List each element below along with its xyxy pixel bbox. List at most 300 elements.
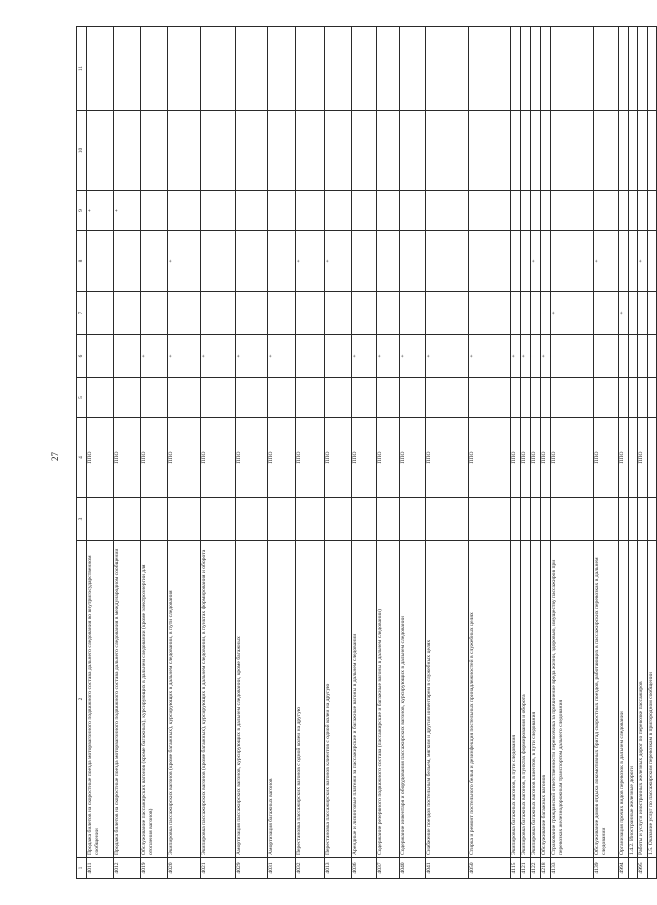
col9-cell bbox=[236, 191, 268, 231]
name-cell: Организация прочих видов перевозок в дальнем следовании bbox=[619, 541, 629, 858]
col3-cell bbox=[296, 498, 325, 541]
col3-cell bbox=[551, 498, 594, 541]
col5-cell bbox=[638, 378, 648, 418]
col3-cell bbox=[400, 498, 426, 541]
table-row bbox=[268, 27, 296, 879]
col9-cell bbox=[168, 191, 201, 231]
col6-cell: + bbox=[511, 335, 521, 378]
table-row bbox=[201, 27, 236, 879]
col9-cell bbox=[551, 191, 594, 231]
name-cell: Работы и услуги иностранных железных дорог по перевозке пассажиров bbox=[638, 541, 648, 858]
table-row bbox=[469, 27, 511, 879]
column-number: 4 bbox=[77, 418, 87, 498]
col10-cell bbox=[469, 111, 511, 191]
table-row bbox=[296, 27, 325, 879]
col6-cell bbox=[648, 335, 657, 378]
col10-cell bbox=[201, 111, 236, 191]
col6-cell: + bbox=[236, 335, 268, 378]
name-cell: Содержание резервного подвижного состава (пассажирские и багажные вагоны в дальнем следовании) bbox=[377, 541, 400, 858]
code-cell: 4037 bbox=[377, 858, 400, 879]
col11-cell bbox=[619, 27, 629, 111]
col11-cell bbox=[325, 27, 352, 111]
col11-cell bbox=[87, 27, 114, 111]
unit-cell bbox=[648, 418, 657, 498]
col11-cell bbox=[648, 27, 657, 111]
unit-cell: ППО bbox=[296, 418, 325, 498]
col10-cell bbox=[377, 111, 400, 191]
col7-cell bbox=[638, 292, 648, 335]
col3-cell bbox=[469, 498, 511, 541]
col5-cell bbox=[531, 378, 541, 418]
code-cell: 4218 bbox=[541, 858, 551, 879]
code-cell: 4013 bbox=[325, 858, 352, 879]
col5-cell bbox=[114, 378, 141, 418]
unit-cell: ППО bbox=[400, 418, 426, 498]
col6-cell: + bbox=[377, 335, 400, 378]
col3-cell bbox=[594, 498, 619, 541]
name-cell: Амортизация багажных вагонов bbox=[268, 541, 296, 858]
col7-cell bbox=[296, 292, 325, 335]
code-cell bbox=[629, 858, 638, 879]
table-row bbox=[377, 27, 400, 879]
cost-register-table bbox=[76, 26, 657, 879]
unit-cell: ППО bbox=[268, 418, 296, 498]
name-cell: Амортизация пассажирских вагонов, курсирующих в дальнем следовании, кроме багажных bbox=[236, 541, 268, 858]
col3-cell bbox=[619, 498, 629, 541]
code-cell: 4032 bbox=[296, 858, 325, 879]
code-cell: 4994 bbox=[619, 858, 629, 879]
col8-cell bbox=[426, 231, 469, 292]
col11-cell bbox=[629, 27, 638, 111]
col6-cell bbox=[87, 335, 114, 378]
col7-cell: + bbox=[619, 292, 629, 335]
col7-cell bbox=[325, 292, 352, 335]
col5-cell bbox=[236, 378, 268, 418]
col9-cell bbox=[201, 191, 236, 231]
column-number: 6 bbox=[77, 335, 87, 378]
col10-cell bbox=[551, 111, 594, 191]
name-cell: Арендные и лизинговые платежи за пассажирские и багажные вагоны в дальнем следовании bbox=[352, 541, 377, 858]
table-row bbox=[638, 27, 648, 879]
col5-cell bbox=[400, 378, 426, 418]
col3-cell bbox=[629, 498, 638, 541]
unit-cell: ППО bbox=[114, 418, 141, 498]
col11-cell bbox=[551, 27, 594, 111]
col11-cell bbox=[400, 27, 426, 111]
col9-cell bbox=[325, 191, 352, 231]
unit-cell: ППО bbox=[551, 418, 594, 498]
name-cell: Экипировка багажных вагонов, в пути следования bbox=[511, 541, 521, 858]
unit-cell: ППО bbox=[511, 418, 521, 498]
name-cell: Стирка и ремонт постельного белья и дезинфекция постельных принадлежностей в служебных целях bbox=[469, 541, 511, 858]
unit-cell: ППО bbox=[531, 418, 541, 498]
name-cell: Продажа билетов на скоростные поезда моторвагонного подвижного состава дальнего следования во внутригосударственном сообщении bbox=[87, 541, 114, 858]
table-row bbox=[594, 27, 619, 879]
table-row bbox=[629, 27, 638, 879]
col11-cell bbox=[236, 27, 268, 111]
table-row bbox=[648, 27, 657, 879]
col9-cell bbox=[531, 191, 541, 231]
col11-cell bbox=[114, 27, 141, 111]
col9-cell bbox=[268, 191, 296, 231]
col8-cell: + bbox=[594, 231, 619, 292]
col9-cell bbox=[426, 191, 469, 231]
col5-cell bbox=[296, 378, 325, 418]
col6-cell: + bbox=[268, 335, 296, 378]
col5-cell bbox=[629, 378, 638, 418]
col10-cell bbox=[511, 111, 521, 191]
column-number: 1 bbox=[77, 858, 87, 879]
code-cell: 4011 bbox=[87, 858, 114, 879]
col8-cell bbox=[201, 231, 236, 292]
col5-cell bbox=[268, 378, 296, 418]
unit-cell: ППО bbox=[619, 418, 629, 498]
name-cell: Перестановка пассажирских вагонов клиентов с одной колеи на другую bbox=[325, 541, 352, 858]
col10-cell bbox=[352, 111, 377, 191]
table-row bbox=[352, 27, 377, 879]
col11-cell bbox=[521, 27, 531, 111]
col10-cell bbox=[594, 111, 619, 191]
col7-cell bbox=[629, 292, 638, 335]
col11-cell bbox=[296, 27, 325, 111]
col5-cell bbox=[168, 378, 201, 418]
name-cell: Экипировка багажных вагонов клиентов, в пути следования bbox=[531, 541, 541, 858]
col8-cell bbox=[236, 231, 268, 292]
table-row bbox=[87, 27, 114, 879]
name-cell: Продажа билетов на скоростные поезда моторвагонного подвижного состава дальнего следования в международном сообщении bbox=[114, 541, 141, 858]
unit-cell: ППО bbox=[426, 418, 469, 498]
code-cell: 4133 bbox=[551, 858, 594, 879]
col10-cell bbox=[168, 111, 201, 191]
col6-cell: + bbox=[426, 335, 469, 378]
column-number: 9 bbox=[77, 191, 87, 231]
col8-cell bbox=[629, 231, 638, 292]
table-row bbox=[521, 27, 531, 879]
unit-cell: ППО bbox=[87, 418, 114, 498]
col7-cell bbox=[236, 292, 268, 335]
code-cell: 4121 bbox=[521, 858, 531, 879]
col9-cell bbox=[511, 191, 521, 231]
unit-cell: ППО bbox=[469, 418, 511, 498]
col9-cell bbox=[352, 191, 377, 231]
table-frame bbox=[76, 27, 654, 879]
col5-cell bbox=[541, 378, 551, 418]
code-cell: 4115 bbox=[511, 858, 521, 879]
name-cell: Страхование гражданской ответственности перевозчика за причинение вреда жизни, здоровью, имуществу пассажиров при перевозках железнодорожным транспортом дальнего следования bbox=[551, 541, 594, 858]
col9-cell bbox=[400, 191, 426, 231]
column-number: 3 bbox=[77, 498, 87, 541]
col8-cell bbox=[551, 231, 594, 292]
col5-cell bbox=[594, 378, 619, 418]
col7-cell bbox=[469, 292, 511, 335]
col11-cell bbox=[531, 27, 541, 111]
unit-cell: ППО bbox=[325, 418, 352, 498]
col11-cell bbox=[511, 27, 521, 111]
col3-cell bbox=[648, 498, 657, 541]
col3-cell bbox=[352, 498, 377, 541]
col7-cell bbox=[426, 292, 469, 335]
col11-cell bbox=[426, 27, 469, 111]
col9-cell bbox=[619, 191, 629, 231]
unit-cell: ППО bbox=[377, 418, 400, 498]
code-cell: 4041 bbox=[426, 858, 469, 879]
unit-cell: ППО bbox=[236, 418, 268, 498]
table-row bbox=[619, 27, 629, 879]
col11-cell bbox=[541, 27, 551, 111]
col10-cell bbox=[541, 111, 551, 191]
col3-cell bbox=[377, 498, 400, 541]
col3-cell bbox=[521, 498, 531, 541]
col9-cell bbox=[469, 191, 511, 231]
col11-cell bbox=[352, 27, 377, 111]
col11-cell bbox=[141, 27, 168, 111]
name-cell: 1.5. Оказание услуг по пассажирским перевозкам в пригородном сообщении bbox=[648, 541, 657, 858]
table-row bbox=[141, 27, 168, 879]
col10-cell bbox=[325, 111, 352, 191]
rotated-table-wrapper bbox=[76, 27, 654, 879]
col6-cell: + bbox=[352, 335, 377, 378]
table-row bbox=[325, 27, 352, 879]
col8-cell bbox=[541, 231, 551, 292]
code-cell: 4995 bbox=[638, 858, 648, 879]
col11-cell bbox=[469, 27, 511, 111]
col10-cell bbox=[648, 111, 657, 191]
col8-cell bbox=[648, 231, 657, 292]
code-cell: 4036 bbox=[352, 858, 377, 879]
name-cell: Обслуживание багажных вагонов bbox=[541, 541, 551, 858]
col6-cell bbox=[594, 335, 619, 378]
unit-cell: ППО bbox=[352, 418, 377, 498]
col3-cell bbox=[426, 498, 469, 541]
col7-cell bbox=[511, 292, 521, 335]
col3-cell bbox=[541, 498, 551, 541]
col7-cell bbox=[521, 292, 531, 335]
table-row bbox=[168, 27, 201, 879]
col11-cell bbox=[201, 27, 236, 111]
table-row bbox=[551, 27, 594, 879]
col7-cell: + bbox=[551, 292, 594, 335]
col6-cell: + bbox=[541, 335, 551, 378]
col3-cell bbox=[325, 498, 352, 541]
col11-cell bbox=[638, 27, 648, 111]
col6-cell bbox=[619, 335, 629, 378]
col5-cell bbox=[648, 378, 657, 418]
col8-cell bbox=[268, 231, 296, 292]
code-cell: 4040 bbox=[400, 858, 426, 879]
column-number: 10 bbox=[77, 111, 87, 191]
unit-cell: ППО bbox=[521, 418, 531, 498]
col6-cell: + bbox=[141, 335, 168, 378]
name-cell: Экипировка пассажирских вагонов (кроме багажных), курсирующих в дальнем следовании, в пути следования bbox=[168, 541, 201, 858]
col9-cell: + bbox=[114, 191, 141, 231]
col8-cell bbox=[521, 231, 531, 292]
col7-cell bbox=[168, 292, 201, 335]
col11-cell bbox=[594, 27, 619, 111]
unit-cell: ППО bbox=[168, 418, 201, 498]
code-cell: 4021 bbox=[201, 858, 236, 879]
col8-cell bbox=[114, 231, 141, 292]
col10-cell bbox=[268, 111, 296, 191]
col9-cell bbox=[648, 191, 657, 231]
col10-cell bbox=[426, 111, 469, 191]
col3-cell bbox=[268, 498, 296, 541]
unit-cell: ППО bbox=[594, 418, 619, 498]
col7-cell bbox=[141, 292, 168, 335]
col5-cell bbox=[377, 378, 400, 418]
col6-cell bbox=[531, 335, 541, 378]
col5-cell bbox=[619, 378, 629, 418]
col9-cell bbox=[638, 191, 648, 231]
col8-cell bbox=[377, 231, 400, 292]
col9-cell bbox=[629, 191, 638, 231]
col5-cell bbox=[551, 378, 594, 418]
unit-cell: ППО bbox=[141, 418, 168, 498]
col5-cell bbox=[325, 378, 352, 418]
col6-cell: + bbox=[521, 335, 531, 378]
col7-cell bbox=[352, 292, 377, 335]
col7-cell bbox=[541, 292, 551, 335]
col8-cell bbox=[400, 231, 426, 292]
col11-cell bbox=[168, 27, 201, 111]
name-cell: 1.4.2. Иностранные железные дороги bbox=[629, 541, 638, 858]
col6-cell bbox=[551, 335, 594, 378]
col5-cell bbox=[201, 378, 236, 418]
col8-cell bbox=[87, 231, 114, 292]
col6-cell bbox=[114, 335, 141, 378]
col6-cell bbox=[629, 335, 638, 378]
code-cell: 4122 bbox=[531, 858, 541, 879]
col10-cell bbox=[521, 111, 531, 191]
name-cell: Экипировка багажных вагонов, в пунктах формирования и оборота bbox=[521, 541, 531, 858]
col8-cell bbox=[619, 231, 629, 292]
col10-cell bbox=[629, 111, 638, 191]
col8-cell: + bbox=[296, 231, 325, 292]
code-cell: 4139 bbox=[594, 858, 619, 879]
table-row bbox=[511, 27, 521, 879]
col9-cell bbox=[296, 191, 325, 231]
table-row bbox=[426, 27, 469, 879]
col3-cell bbox=[114, 498, 141, 541]
col11-cell bbox=[377, 27, 400, 111]
col10-cell bbox=[400, 111, 426, 191]
name-cell: Перестановка пассажирских вагонов с одной колеи на другую bbox=[296, 541, 325, 858]
col3-cell bbox=[168, 498, 201, 541]
col5-cell bbox=[352, 378, 377, 418]
col10-cell bbox=[296, 111, 325, 191]
col8-cell: + bbox=[168, 231, 201, 292]
column-number: 11 bbox=[77, 27, 87, 111]
col5-cell bbox=[141, 378, 168, 418]
code-cell: 4029 bbox=[236, 858, 268, 879]
col10-cell bbox=[114, 111, 141, 191]
col10-cell bbox=[87, 111, 114, 191]
col9-cell bbox=[377, 191, 400, 231]
col6-cell: + bbox=[400, 335, 426, 378]
name-cell: Экипировка пассажирских вагонов (кроме багажных), курсирующих в дальнем следовании, в пунктах формирования и оборота bbox=[201, 541, 236, 858]
col7-cell bbox=[87, 292, 114, 335]
col7-cell bbox=[648, 292, 657, 335]
name-cell: Содержание инвентаря и оборудования пассажирских вагонов, курсирующих в дальнем следовании bbox=[400, 541, 426, 858]
col8-cell bbox=[352, 231, 377, 292]
code-cell bbox=[648, 858, 657, 879]
col9-cell bbox=[141, 191, 168, 231]
name-cell: Снабжение поездов постельным бельем, мягким и другим инвентарем в служебных целях bbox=[426, 541, 469, 858]
col7-cell bbox=[114, 292, 141, 335]
col7-cell bbox=[377, 292, 400, 335]
col6-cell bbox=[296, 335, 325, 378]
col10-cell bbox=[236, 111, 268, 191]
col5-cell bbox=[87, 378, 114, 418]
col7-cell bbox=[400, 292, 426, 335]
col6-cell: + bbox=[168, 335, 201, 378]
code-cell: 4012 bbox=[114, 858, 141, 879]
column-number: 8 bbox=[77, 231, 87, 292]
unit-cell: ППО bbox=[201, 418, 236, 498]
col3-cell bbox=[531, 498, 541, 541]
column-number: 7 bbox=[77, 292, 87, 335]
col6-cell: + bbox=[201, 335, 236, 378]
code-cell: 4020 bbox=[168, 858, 201, 879]
col8-cell: + bbox=[531, 231, 541, 292]
column-number-row bbox=[77, 27, 87, 879]
col5-cell bbox=[469, 378, 511, 418]
col3-cell bbox=[201, 498, 236, 541]
col3-cell bbox=[236, 498, 268, 541]
col6-cell bbox=[638, 335, 648, 378]
col7-cell bbox=[594, 292, 619, 335]
col3-cell bbox=[511, 498, 521, 541]
table-row bbox=[531, 27, 541, 879]
col10-cell bbox=[619, 111, 629, 191]
unit-cell: ППО bbox=[638, 418, 648, 498]
column-number: 2 bbox=[77, 541, 87, 858]
col9-cell bbox=[594, 191, 619, 231]
unit-cell bbox=[629, 418, 638, 498]
unit-cell: ППО bbox=[541, 418, 551, 498]
col10-cell bbox=[531, 111, 541, 191]
col5-cell bbox=[521, 378, 531, 418]
table-row bbox=[541, 27, 551, 879]
col7-cell bbox=[268, 292, 296, 335]
col6-cell: + bbox=[469, 335, 511, 378]
col5-cell bbox=[426, 378, 469, 418]
col3-cell bbox=[141, 498, 168, 541]
code-cell: 4050 bbox=[469, 858, 511, 879]
col8-cell bbox=[469, 231, 511, 292]
col8-cell: + bbox=[325, 231, 352, 292]
col8-cell bbox=[511, 231, 521, 292]
col6-cell bbox=[325, 335, 352, 378]
col11-cell bbox=[268, 27, 296, 111]
col10-cell bbox=[638, 111, 648, 191]
col5-cell bbox=[511, 378, 521, 418]
col3-cell bbox=[87, 498, 114, 541]
col8-cell bbox=[141, 231, 168, 292]
col9-cell: + bbox=[87, 191, 114, 231]
col7-cell bbox=[201, 292, 236, 335]
code-cell: 4019 bbox=[141, 858, 168, 879]
column-number: 5 bbox=[77, 378, 87, 418]
table-row bbox=[114, 27, 141, 879]
col8-cell: + bbox=[638, 231, 648, 292]
col10-cell bbox=[141, 111, 168, 191]
name-cell: Обслуживание домов отдыха локомотивных бригад скоростных поездов, работающих в пассажирских перевозках в дальнем следовании bbox=[594, 541, 619, 858]
col7-cell bbox=[531, 292, 541, 335]
col3-cell bbox=[638, 498, 648, 541]
col9-cell bbox=[521, 191, 531, 231]
table-row bbox=[400, 27, 426, 879]
page-number: 27 bbox=[50, 452, 60, 461]
